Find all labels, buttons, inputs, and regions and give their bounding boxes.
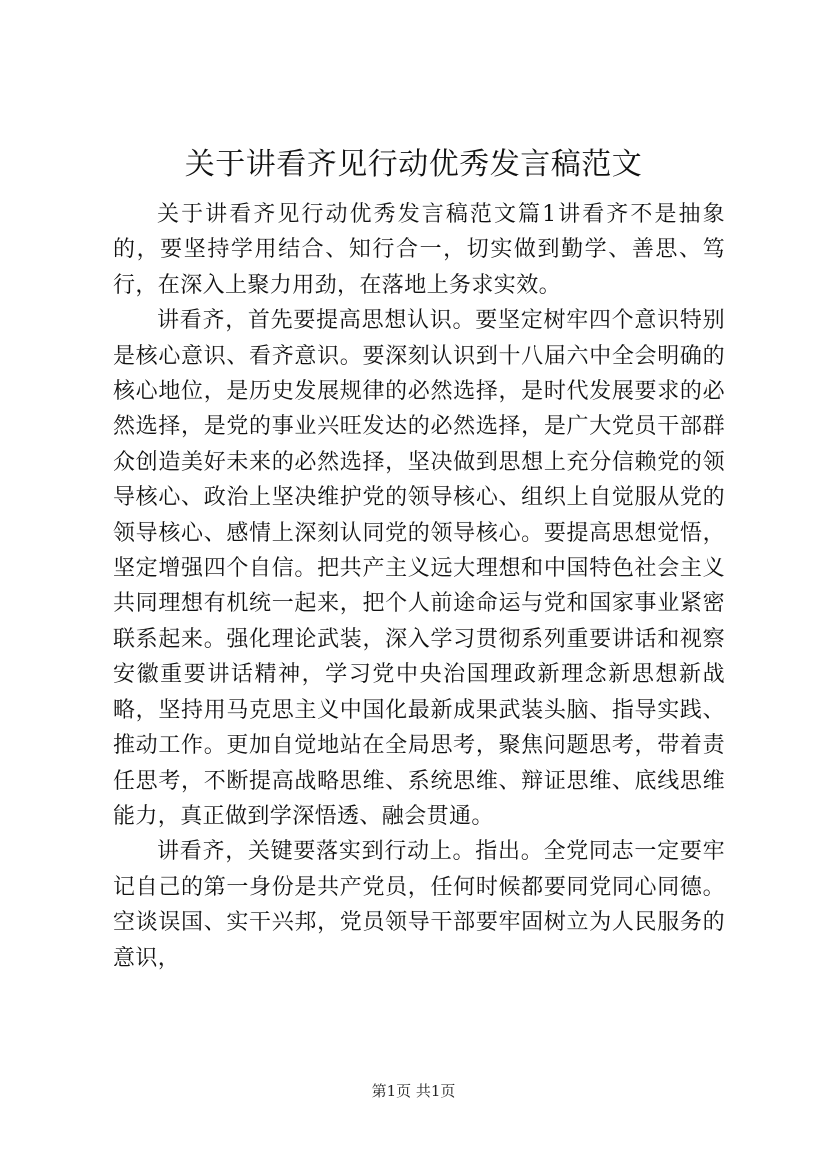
- document-body: [113, 197, 725, 976]
- page-number-footer: 第1页 共1页: [371, 1082, 456, 1100]
- paragraph-thinking: 讲看齐，首先要提高思想认识。要坚定树牢四个意识特别是核心意识、看齐意识。要深刻认识到十八届六中全会明确的核心地位，是历史发展规律的必然选择，是时代发展要求的必然选择，是党的事业兴旺发达的必然选择，是广大党员干部群众创造美好未来的必然选择，坚决做到思想上充分信赖党的领导核心、政治上坚决维护党的领导核心、组织上自觉服从党的领导核心、感情上深刻认同党的领导核心。要提高思想觉悟，坚定增强四个自信。把共产主义远大理想和中国特色社会主义共同理想有机统一起来，把个人前途命运与党和国家事业紧密联系起来。强化理论武装，深入学习贯彻系列重要讲话和视察安徽重要讲话精神，学习党中央治国理政新理念新思想新战略，坚持用马克思主义中国化最新成果武装头脑、指导实践、推动工作。更加自觉地站在全局思考，聚焦问题思考，带着责任思考，不断提高战略思维、系统思维、辩证思维、底线思维能力，真正做到学深悟透、融会贯通。: [113, 308, 725, 829]
- paragraph-intro: 关于讲看齐见行动优秀发言稿范文篇1讲看齐不是抽象的，要坚持学用结合、知行合一，切实做到勤学、善思、笃行，在深入上聚力用劲，在落地上务求实效。: [113, 202, 725, 298]
- document-title: 关于讲看齐见行动优秀发言稿范文: [184, 147, 643, 182]
- paragraph-action: 讲看齐，关键要落实到行动上。指出。全党同志一定要牢记自己的第一身份是共产党员，任何时候都要同党同心同德。空谈误国、实干兴邦，党员领导干部要牢固树立为人民服务的意识，: [113, 839, 725, 971]
